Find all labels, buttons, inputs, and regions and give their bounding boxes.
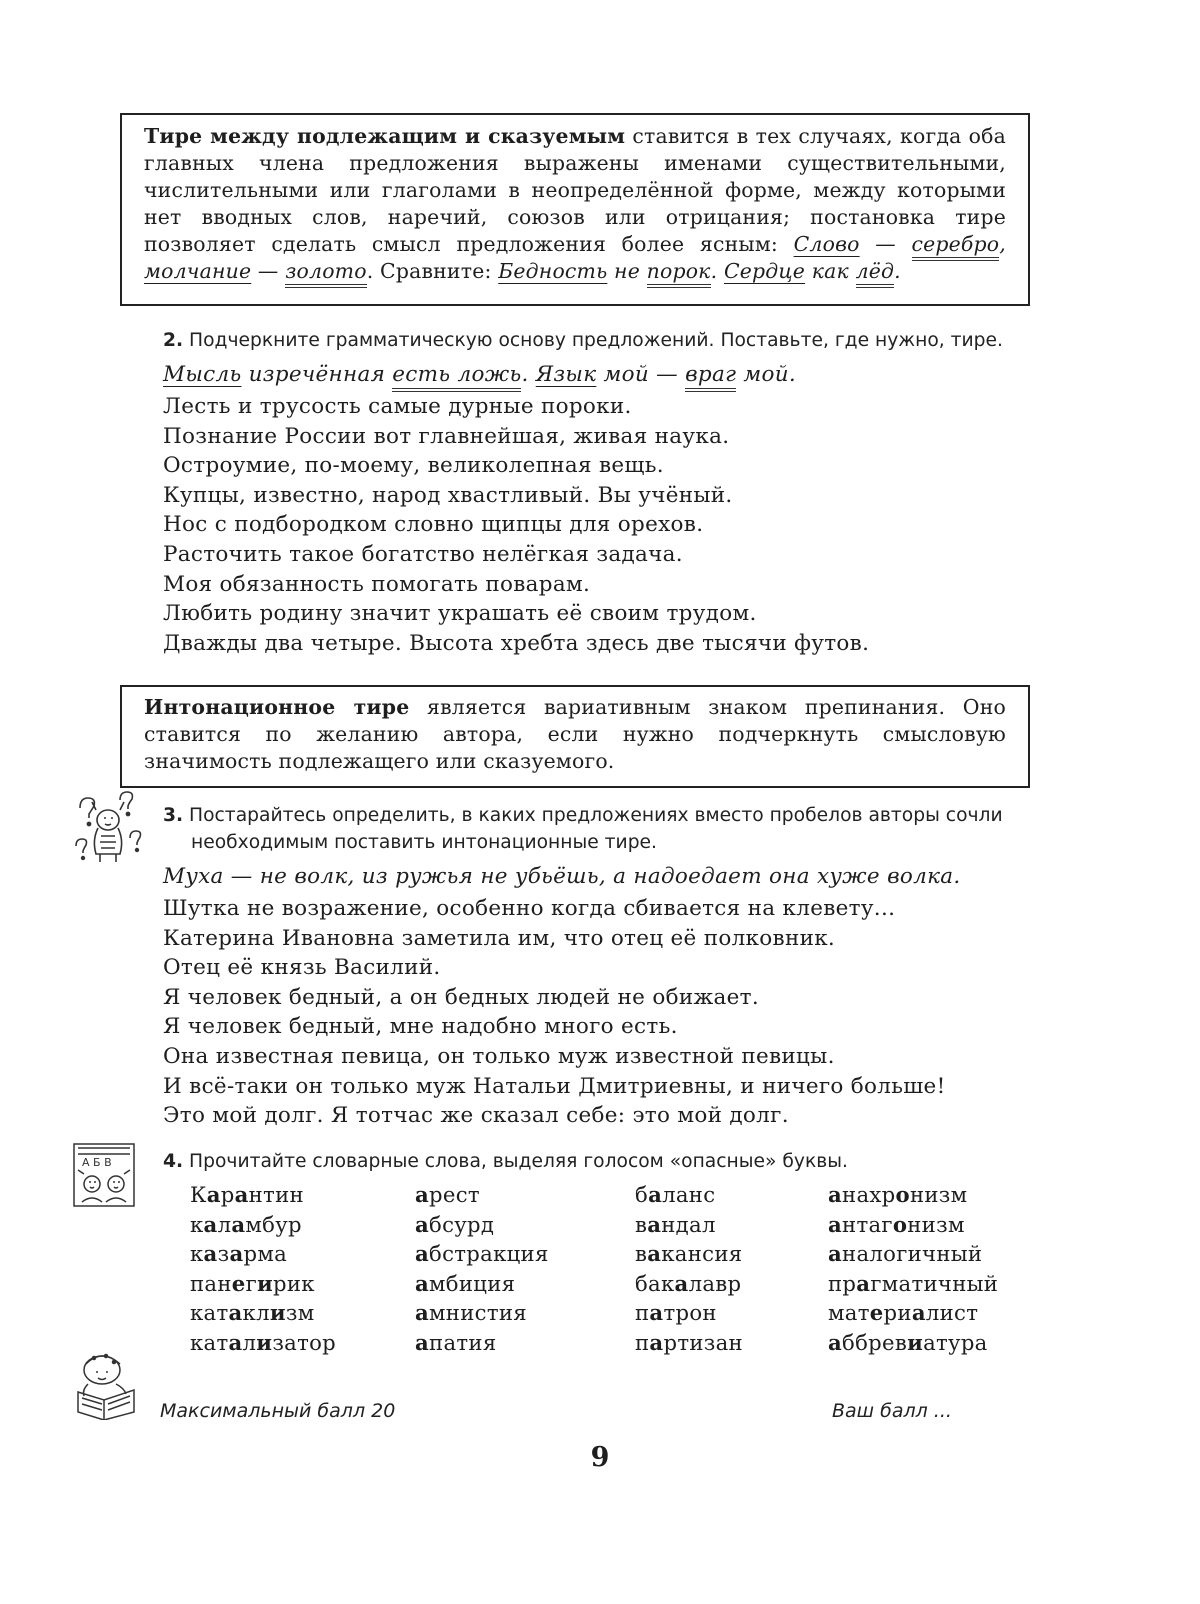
alphabet-book-illustration	[70, 1140, 138, 1210]
example-text: изречённая	[241, 362, 393, 387]
vocab-word	[635, 1328, 743, 1358]
sentence[interactable]: Моя обязанность помогать поварам.	[163, 571, 591, 597]
highlighted-letter: а	[828, 1211, 843, 1237]
example-text: мой.	[736, 362, 797, 387]
vocab-word	[828, 1328, 998, 1358]
word-part: мбиция	[429, 1270, 516, 1296]
example-text: .	[521, 362, 536, 387]
sentence[interactable]: Остроумие, по-моему, великолепная вещь.	[163, 453, 664, 479]
highlighted-letter: а	[228, 1300, 243, 1325]
example-predicate: порок	[647, 259, 711, 288]
vocab-word	[190, 1180, 336, 1210]
highlighted-letter: а	[203, 1211, 218, 1237]
task-number: 2.	[163, 330, 184, 351]
word-part: л	[242, 1329, 257, 1355]
word-part: кат	[190, 1300, 229, 1325]
sentence[interactable]: Дважды два четыре. Высота хребта здесь две тысячи футов.	[163, 630, 870, 656]
word-part: патия	[429, 1329, 497, 1355]
highlighted-letter: а	[828, 1329, 843, 1355]
highlighted-letter: а	[647, 1241, 662, 1266]
highlighted-letter: а	[203, 1241, 218, 1266]
highlighted-letter: а	[856, 1270, 871, 1296]
word-part: л	[217, 1211, 232, 1237]
rule-body: является вариативным знаком препинания. Оно ставится по желанию автора, если нужно подчеркнуть смысловую значимость подлежащего или сказуемого.	[144, 695, 1006, 773]
task-example: Муха — не волк, из ружья не убьёшь, а надоедает она хуже волка.	[163, 864, 961, 889]
vocab-word	[190, 1239, 336, 1269]
sentence-list	[163, 392, 1033, 658]
question-mark-character-illustration	[70, 790, 146, 866]
highlighted-letter: а	[649, 1329, 664, 1355]
example-text: мой —	[596, 362, 686, 387]
word-part: зм	[285, 1300, 315, 1325]
instruction-text: Прочитайте словарные слова, выделяя голосом «опасные» буквы.	[183, 1151, 848, 1172]
word-part: нахр	[842, 1182, 896, 1207]
word-part: к	[190, 1211, 204, 1237]
vocab-word	[828, 1269, 998, 1299]
word-part: рик	[272, 1270, 315, 1296]
word-part: рест	[429, 1182, 480, 1207]
word-part: кансия	[661, 1241, 743, 1266]
example-subject: Слово	[793, 232, 860, 256]
task-example	[163, 360, 1033, 390]
word-part: з	[217, 1241, 230, 1266]
highlighted-letter: е	[869, 1300, 884, 1325]
vocab-word	[635, 1298, 743, 1328]
sentence[interactable]: И всё-таки он только муж Натальи Дмитриевны, и ничего больше!	[163, 1073, 946, 1099]
highlighted-letter: о	[895, 1182, 910, 1207]
highlighted-letter: а	[415, 1270, 430, 1296]
vocab-word	[190, 1210, 336, 1240]
highlighted-letter: а	[206, 1182, 221, 1207]
sentence[interactable]: Я человек бедный, мне надобно много есть.	[163, 1014, 678, 1040]
word-part: мнистия	[429, 1300, 527, 1325]
highlighted-letter: е	[231, 1270, 246, 1296]
word-part: мбур	[245, 1211, 302, 1237]
vocab-word	[415, 1298, 549, 1328]
highlighted-letter: а	[648, 1182, 663, 1207]
sentence[interactable]: Лесть и трусость самые дурные пороки.	[163, 394, 632, 419]
word-part: мат	[828, 1300, 870, 1325]
task-number: 3.	[163, 805, 184, 826]
dash: —	[251, 259, 286, 283]
example-predicate: лёд	[856, 259, 895, 288]
word-part: кат	[190, 1329, 229, 1355]
vocab-word	[635, 1210, 743, 1240]
task-instruction	[163, 802, 1033, 856]
word-part: атура	[923, 1329, 988, 1355]
word-part: ндал	[661, 1211, 716, 1237]
word-part: п	[635, 1329, 650, 1355]
vocabulary-words	[190, 1180, 1050, 1370]
instruction-text: необходимым поставить интонационные тире.	[191, 832, 657, 853]
word-column	[415, 1180, 549, 1357]
highlighted-letter: а	[415, 1182, 430, 1207]
vocab-word	[828, 1298, 998, 1328]
word-column	[635, 1180, 743, 1357]
max-score: Максимальный балл 20	[160, 1400, 396, 1422]
word-column	[190, 1180, 336, 1357]
highlighted-letter: а	[234, 1182, 249, 1207]
vocab-word	[415, 1269, 549, 1299]
example-predicate: серебро	[912, 232, 1000, 261]
sentence[interactable]: Отец её князь Василий.	[163, 955, 441, 981]
page-number: 9	[590, 1442, 610, 1473]
word-part: кл	[242, 1300, 270, 1325]
highlighted-letter: а	[229, 1241, 244, 1266]
rule-text	[144, 694, 1006, 775]
reading-boy-illustration	[72, 1348, 142, 1420]
example-subject: Язык	[535, 362, 597, 387]
word-part: к	[190, 1241, 204, 1266]
sentence[interactable]: Купцы, известно, народ хвастливый. Вы учёный.	[163, 482, 733, 508]
vocab-word	[828, 1180, 998, 1210]
vocab-word	[635, 1239, 743, 1269]
word-part: рма	[243, 1241, 288, 1266]
word-part: низм	[907, 1211, 965, 1237]
vocab-word	[415, 1180, 549, 1210]
task-number: 4.	[163, 1151, 184, 1172]
word-part: ланс	[662, 1182, 716, 1207]
example-predicate: враг	[685, 362, 736, 392]
highlighted-letter: и	[907, 1329, 924, 1355]
highlighted-letter: а	[828, 1241, 843, 1266]
word-part: трон	[663, 1300, 717, 1325]
task-2	[163, 327, 1033, 658]
vocab-word	[635, 1180, 743, 1210]
word-part: ббрев	[842, 1329, 908, 1355]
instruction-text: Подчеркните грамматическую основу предложений. Поставьте, где нужно, тире.	[183, 330, 1003, 351]
vocab-word	[828, 1210, 998, 1240]
task-3	[163, 802, 1033, 1131]
highlighted-letter: а	[828, 1182, 843, 1207]
sentence[interactable]: Любить родину значит украшать её своим трудом.	[163, 601, 757, 627]
vocab-word	[828, 1239, 998, 1269]
vocab-word	[635, 1269, 743, 1299]
period: .	[894, 259, 901, 283]
particle: не	[607, 259, 647, 283]
rule-box-dash	[120, 113, 1030, 306]
word-part: нтин	[248, 1182, 304, 1207]
example-predicate: золото	[285, 259, 366, 288]
highlighted-letter: и	[256, 1329, 273, 1355]
example-subject: Бедность	[498, 259, 608, 283]
vocab-word	[415, 1210, 549, 1240]
sentence[interactable]: Это мой долг. Я тотчас же сказал себе: это мой долг.	[163, 1103, 789, 1129]
word-part: нтаг	[842, 1211, 893, 1237]
highlighted-letter: а	[649, 1300, 664, 1325]
word-part: К	[190, 1182, 207, 1207]
your-score: Ваш балл ...	[832, 1400, 952, 1422]
task-4	[163, 1148, 1033, 1175]
word-part: бак	[635, 1270, 675, 1296]
highlighted-letter: а	[415, 1329, 430, 1355]
sentence[interactable]: Катерина Ивановна заметила им, что отец её полковник.	[163, 925, 836, 951]
rule-term: Интонационное тире	[144, 695, 410, 719]
word-part: б	[635, 1182, 649, 1207]
word-part: ртизан	[663, 1329, 743, 1355]
sentence-list	[163, 894, 1033, 1131]
highlighted-letter: и	[256, 1270, 273, 1296]
word-part: пан	[190, 1270, 232, 1296]
word-part: лавр	[688, 1270, 742, 1296]
rule-box-intonation-dash	[120, 685, 1030, 788]
rule-text	[144, 123, 1006, 285]
word-part: в	[635, 1241, 648, 1266]
word-part: р	[220, 1182, 235, 1207]
word-part: ри	[883, 1300, 912, 1325]
task-instruction	[163, 327, 1033, 354]
word-part: низм	[909, 1182, 968, 1207]
highlighted-letter: о	[892, 1211, 908, 1237]
example-subject: молчание	[144, 259, 252, 283]
vocab-word	[190, 1269, 336, 1299]
word-part: затор	[272, 1329, 337, 1355]
rule-body: ставится в тех случаях, когда оба главных члена предложения выражены именами существительными, числительными или глаголами в неопределённой форме, между которыми нет вводных слов, наречий, союзов или отрицания; постановка тире позволяет сделать смысл предложения более ясным:	[144, 124, 1006, 256]
highlighted-letter: а	[415, 1300, 430, 1325]
word-part: гматичный	[870, 1270, 999, 1296]
vocab-word	[190, 1298, 336, 1328]
comma: ,	[999, 232, 1006, 256]
word-part: п	[635, 1300, 650, 1325]
sentence[interactable]: Она известная певица, он только муж известной певицы.	[163, 1043, 835, 1069]
word-part: пр	[828, 1270, 857, 1296]
sentence[interactable]: Шутка не возражение, особенно когда сбивается на клевету...	[163, 896, 896, 921]
dash: —	[859, 232, 912, 256]
example-subject: Сердце	[723, 259, 806, 283]
highlighted-letter: а	[647, 1211, 662, 1237]
rule-term: Тире между подлежащим и сказуемым	[144, 124, 626, 148]
sentence[interactable]: Познание России вот главнейшая, живая наука.	[163, 423, 730, 449]
highlighted-letter: а	[231, 1211, 246, 1237]
vocab-word	[415, 1328, 549, 1358]
example-subject: Мысль	[163, 362, 242, 387]
example-predicate: есть ложь	[392, 362, 521, 392]
word-part: в	[635, 1211, 648, 1237]
highlighted-letter: а	[415, 1211, 430, 1237]
compare-text: . Сравните:	[366, 259, 499, 283]
highlighted-letter: а	[674, 1270, 689, 1296]
word-part: г	[245, 1270, 257, 1296]
task-instruction	[163, 1148, 1033, 1175]
word-part: лист	[925, 1300, 979, 1325]
highlighted-letter: а	[228, 1329, 243, 1355]
sentence[interactable]: Нос с подбородком словно щипцы для орехов.	[163, 512, 704, 538]
highlighted-letter: и	[269, 1300, 286, 1325]
word-column	[828, 1180, 998, 1357]
vocab-word	[190, 1328, 336, 1358]
word-part: налогичный	[842, 1241, 983, 1266]
sentence[interactable]: Расточить такое богатство нелёгкая задача.	[163, 541, 683, 567]
highlighted-letter: а	[911, 1300, 926, 1325]
sentence[interactable]: Я человек бедный, а он бедных людей не обижает.	[163, 984, 760, 1010]
period: .	[710, 259, 724, 283]
vocab-word	[415, 1239, 549, 1269]
instruction-text: Постарайтесь определить, в каких предложениях вместо пробелов авторы сочли	[183, 805, 1003, 826]
conjunction: как	[805, 259, 856, 283]
svg-text:А Б В: А Б В	[82, 1156, 112, 1169]
word-part: бстракция	[429, 1241, 549, 1266]
highlighted-letter: а	[415, 1241, 430, 1266]
word-part: бсурд	[429, 1211, 495, 1237]
